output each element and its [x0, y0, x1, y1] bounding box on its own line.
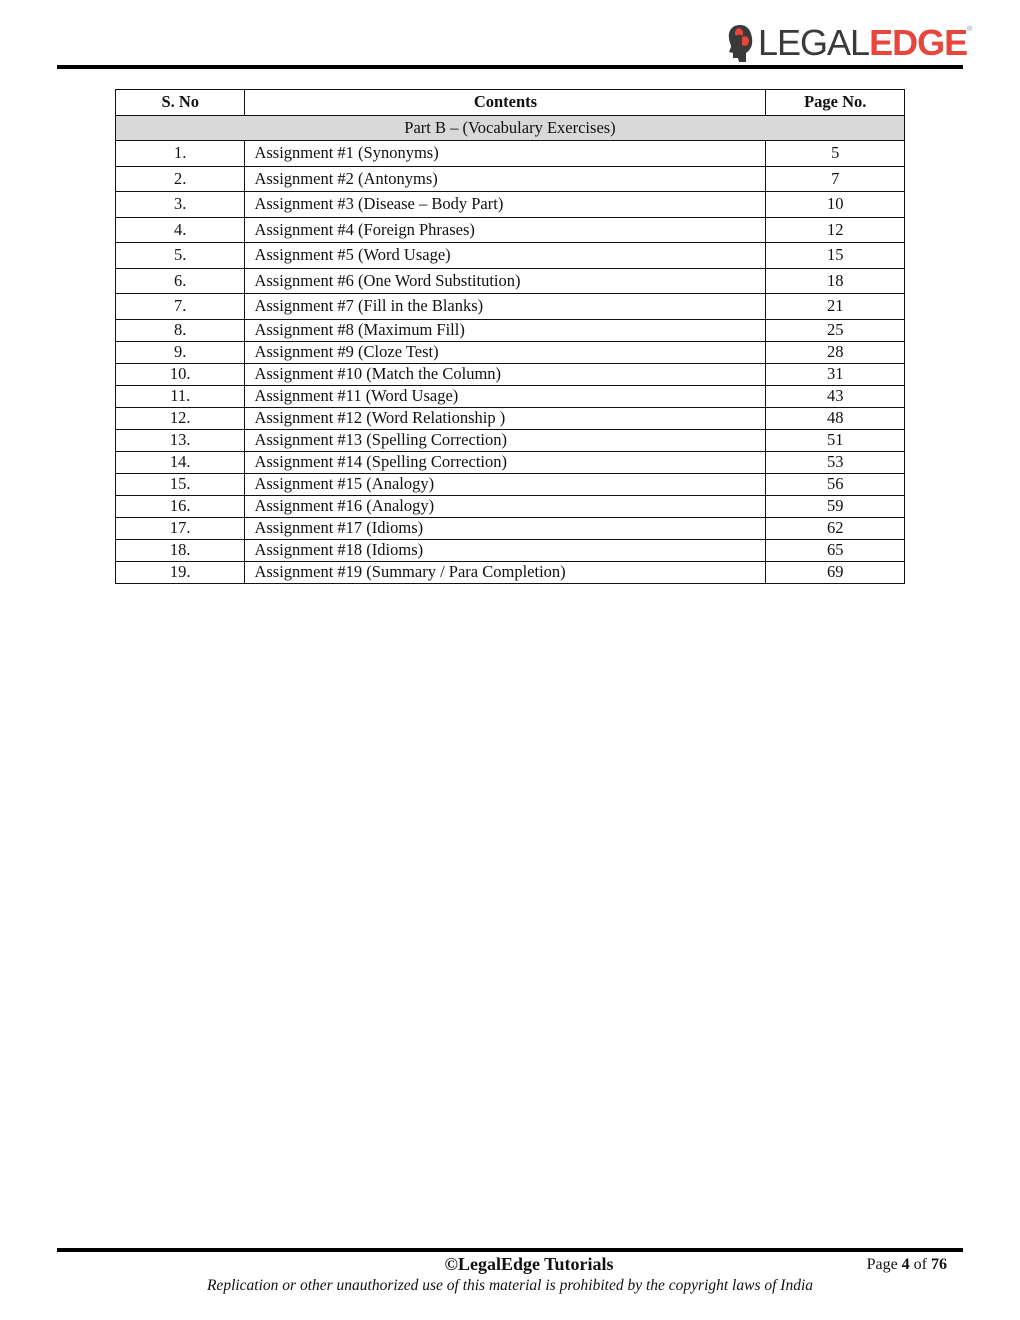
row-page: 15 [766, 243, 905, 269]
table-of-contents [115, 89, 905, 584]
table-row [116, 166, 905, 192]
copyright-notice: Replication or other unauthorized use of this material is prohibited by the copyright laws of India [206, 1277, 814, 1294]
section-title: Part B – (Vocabulary Exercises) [116, 116, 905, 141]
table-row [116, 192, 905, 218]
table-row [116, 473, 905, 495]
row-page: 10 [766, 192, 905, 218]
table-row [116, 429, 905, 451]
row-title: Assignment #7 (Fill in the Blanks) [245, 294, 766, 320]
column-header-contents: Contents [245, 90, 766, 116]
row-sno: 19. [116, 561, 245, 583]
page-current: 4 [901, 1256, 910, 1273]
table-header-row [116, 90, 905, 116]
section-row [116, 116, 905, 141]
row-page: 51 [766, 429, 905, 451]
row-sno: 16. [116, 495, 245, 517]
row-title: Assignment #8 (Maximum Fill) [245, 319, 766, 341]
row-title: Assignment #18 (Idioms) [245, 539, 766, 561]
row-page: 12 [766, 217, 905, 243]
row-title: Assignment #12 (Word Relationship ) [245, 407, 766, 429]
table-row [116, 517, 905, 539]
row-page: 59 [766, 495, 905, 517]
column-header-sno: S. No [116, 90, 245, 116]
table-row [116, 341, 905, 363]
legaledge-logo [726, 22, 972, 64]
row-sno: 18. [116, 539, 245, 561]
row-sno: 13. [116, 429, 245, 451]
table-row [116, 385, 905, 407]
row-page: 25 [766, 319, 905, 341]
row-title: Assignment #3 (Disease – Body Part) [245, 192, 766, 218]
footer-copyright: ©LegalEdge Tutorials [444, 1254, 614, 1274]
table-row [116, 451, 905, 473]
table-row [116, 217, 905, 243]
row-title: Assignment #16 (Analogy) [245, 495, 766, 517]
table-row [116, 539, 905, 561]
row-sno: 9. [116, 341, 245, 363]
table-row [116, 319, 905, 341]
row-title: Assignment #15 (Analogy) [245, 473, 766, 495]
row-title: Assignment #9 (Cloze Test) [245, 341, 766, 363]
row-title: Assignment #11 (Word Usage) [245, 385, 766, 407]
head-silhouette-icon [726, 23, 754, 63]
registered-mark: ® [967, 26, 973, 33]
row-title: Assignment #19 (Summary / Para Completion) [245, 561, 766, 583]
row-page: 21 [766, 294, 905, 320]
table-row [116, 495, 905, 517]
row-page: 65 [766, 539, 905, 561]
row-title: Assignment #2 (Antonyms) [245, 166, 766, 192]
row-page: 56 [766, 473, 905, 495]
row-title: Assignment #5 (Word Usage) [245, 243, 766, 269]
row-sno: 10. [116, 363, 245, 385]
row-title: Assignment #1 (Synonyms) [245, 141, 766, 167]
row-page: 31 [766, 363, 905, 385]
footer-divider [57, 1248, 963, 1252]
row-sno: 1. [116, 141, 245, 167]
row-sno: 2. [116, 166, 245, 192]
row-title: Assignment #6 (One Word Substitution) [245, 268, 766, 294]
row-sno: 8. [116, 319, 245, 341]
table-row [116, 243, 905, 269]
row-page: 69 [766, 561, 905, 583]
table-row [116, 407, 905, 429]
row-sno: 7. [116, 294, 245, 320]
table-row [116, 268, 905, 294]
table-row [116, 363, 905, 385]
page-prefix: Page [866, 1256, 902, 1273]
row-title: Assignment #4 (Foreign Phrases) [245, 217, 766, 243]
row-sno: 3. [116, 192, 245, 218]
row-sno: 15. [116, 473, 245, 495]
row-page: 62 [766, 517, 905, 539]
column-header-page: Page No. [766, 90, 905, 116]
row-title: Assignment #13 (Spelling Correction) [245, 429, 766, 451]
header-divider [57, 65, 963, 69]
table-row [116, 561, 905, 583]
row-sno: 4. [116, 217, 245, 243]
row-page: 18 [766, 268, 905, 294]
row-title: Assignment #17 (Idioms) [245, 517, 766, 539]
page-separator: of [909, 1256, 931, 1273]
logo-wordmark: LEGALEDGE [758, 22, 968, 63]
row-page: 53 [766, 451, 905, 473]
table-row [116, 294, 905, 320]
page-total: 76 [931, 1256, 947, 1273]
row-page: 43 [766, 385, 905, 407]
row-sno: 14. [116, 451, 245, 473]
row-title: Assignment #14 (Spelling Correction) [245, 451, 766, 473]
table-row [116, 141, 905, 167]
row-sno: 6. [116, 268, 245, 294]
row-page: 48 [766, 407, 905, 429]
row-page: 7 [766, 166, 905, 192]
row-sno: 5. [116, 243, 245, 269]
page-indicator [867, 1256, 947, 1274]
row-sno: 12. [116, 407, 245, 429]
row-title: Assignment #10 (Match the Column) [245, 363, 766, 385]
row-page: 28 [766, 341, 905, 363]
row-page: 5 [766, 141, 905, 167]
row-sno: 11. [116, 385, 245, 407]
row-sno: 17. [116, 517, 245, 539]
